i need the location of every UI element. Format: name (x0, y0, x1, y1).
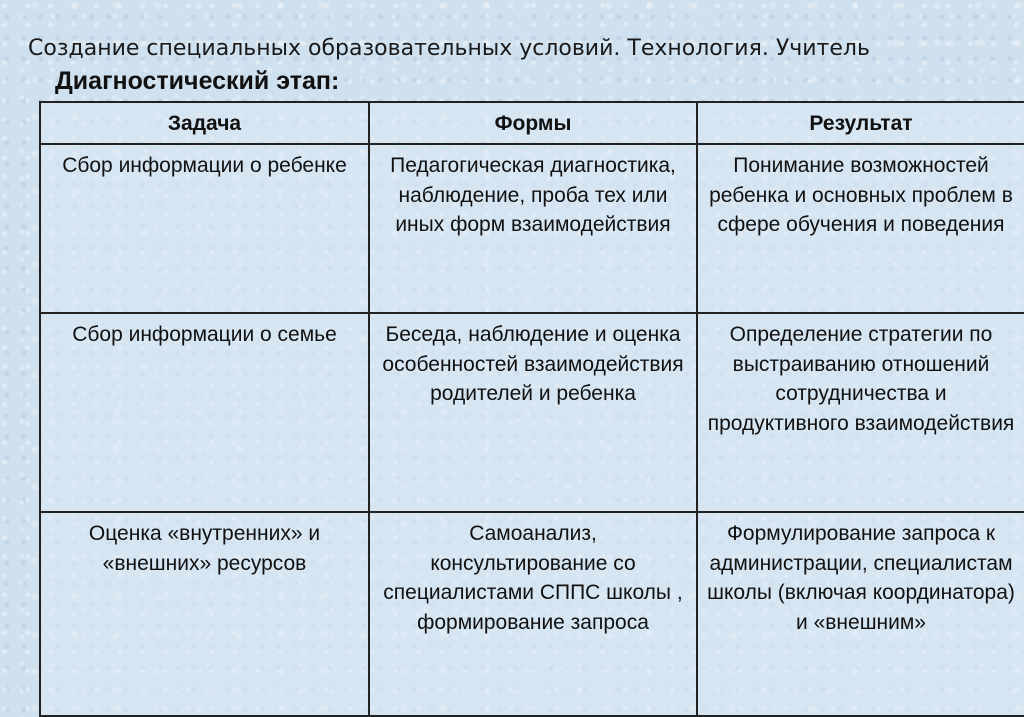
table-row (40, 144, 1024, 313)
cell-forms: Самоанализ, консультирование со специалистами СППС школы , формирование запроса (369, 512, 697, 716)
cell-forms: Беседа, наблюдение и оценка особенностей взаимодействия родителей и ребенка (369, 313, 697, 512)
section-title: Диагностический этап: (55, 67, 340, 95)
cell-task: Сбор информации о ребенке (40, 144, 369, 313)
slide-title: Создание специальных образовательных условий. Технология. Учитель (28, 36, 870, 61)
header-result: Результат (697, 102, 1024, 144)
cell-result: Определение стратегии по выстраиванию отношений сотрудничества и продуктивного взаимодействия (697, 313, 1024, 512)
table-row (40, 313, 1024, 512)
table-header-row (40, 102, 1024, 144)
cell-forms: Педагогическая диагностика, наблюдение, проба тех или иных форм взаимодействия (369, 144, 697, 313)
cell-result: Формулирование запроса к администрации, специалистам школы (включая координатора) и «внешним» (697, 512, 1024, 716)
cell-task: Оценка «внутренних» и «внешних» ресурсов (40, 512, 369, 716)
diagnostic-table (39, 101, 1024, 717)
cell-task: Сбор информации о семье (40, 313, 369, 512)
table-row (40, 512, 1024, 716)
header-task: Задача (40, 102, 369, 144)
header-forms: Формы (369, 102, 697, 144)
cell-result: Понимание возможностей ребенка и основных проблем в сфере обучения и поведения (697, 144, 1024, 313)
